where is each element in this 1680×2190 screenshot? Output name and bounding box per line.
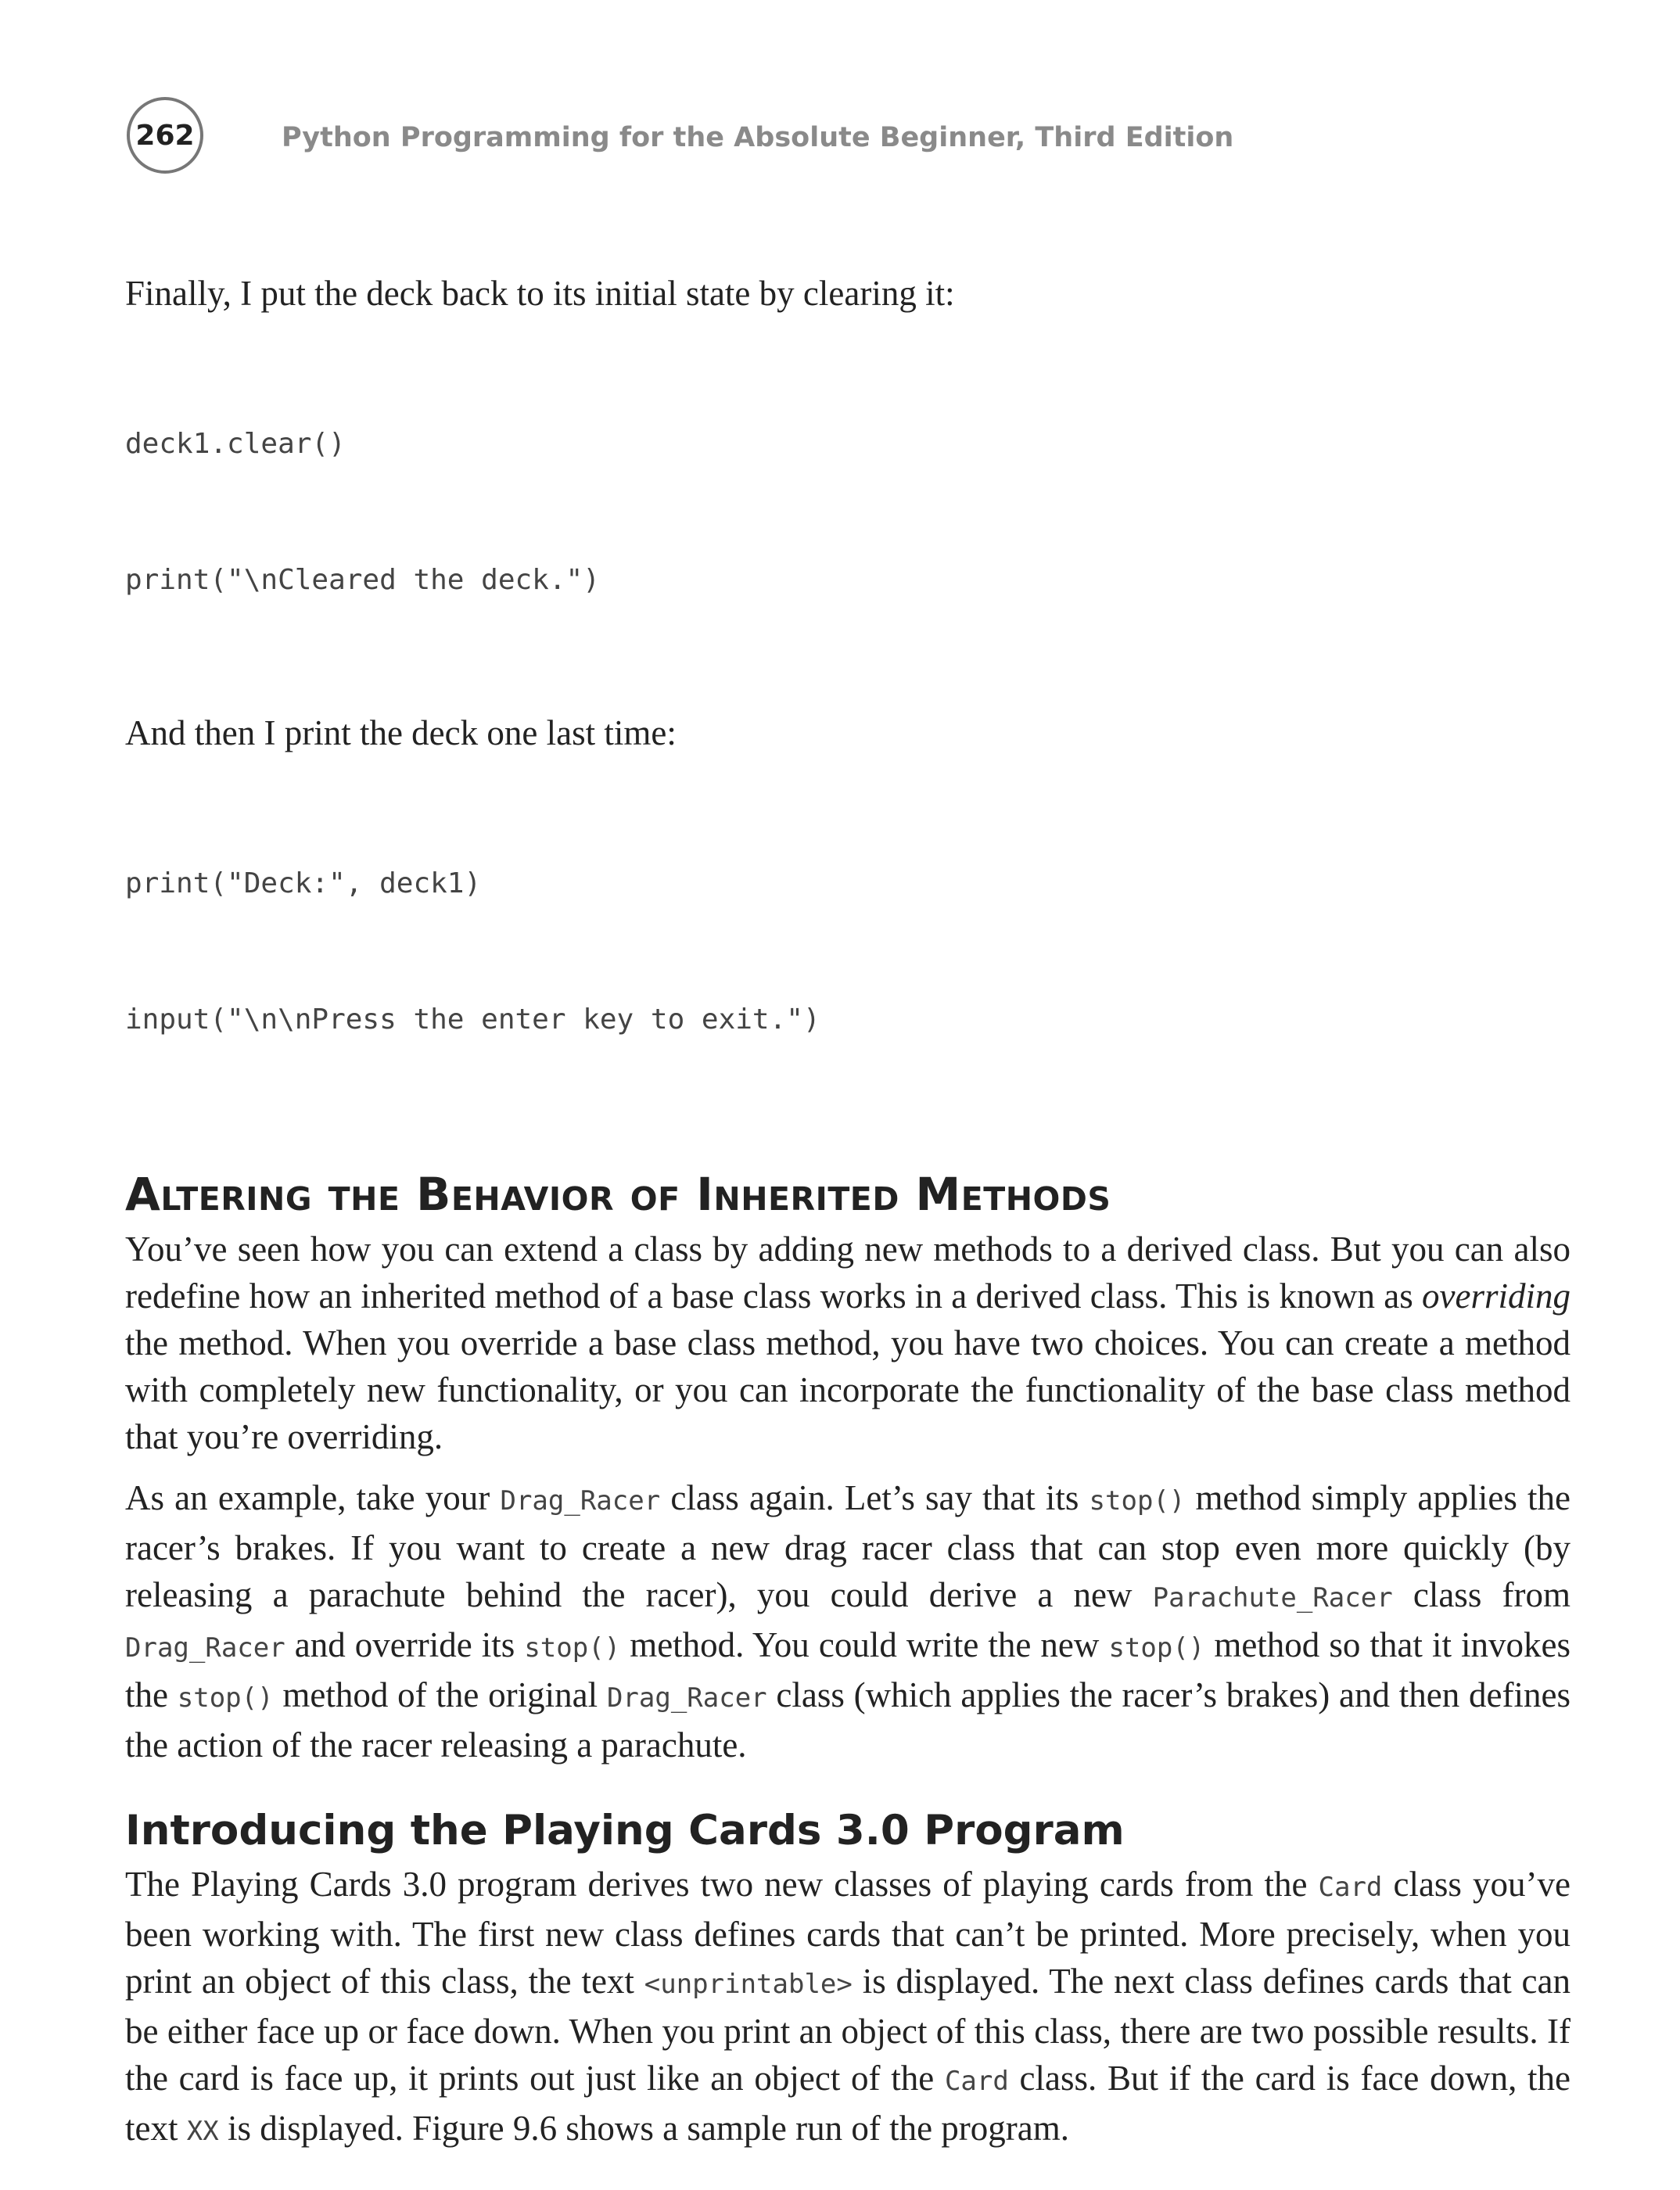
text-run: class. But if the card is face down, the text xyxy=(125,2059,1571,2148)
paragraph: Finally, I put the deck back to its initial state by clearing it: xyxy=(125,274,955,313)
inline-code: Card xyxy=(1318,1872,1383,1903)
code-line: print("\nCleared the deck.") xyxy=(125,564,600,596)
inline-code: stop() xyxy=(524,1632,621,1664)
page-header xyxy=(127,97,1535,178)
text-run: the method. When you override a base class method, you have two choices. You can create a method with completely new functionality, or you can incorporate the functionality of the base class method that you’re overriding. xyxy=(125,1323,1571,1456)
text-run: class again. Let’s say that its xyxy=(660,1478,1089,1517)
text-run: is displayed. Figure 9.6 shows a sample run of the program. xyxy=(218,2109,1070,2148)
text-run: You’ve seen how you can extend a class by adding new methods to a derived class. But you can also redefine how an inherited method of a base class works in a derived class. This is known as xyxy=(125,1230,1571,1316)
text-run: class (which applies the racer’s brakes) and then defines the action of the racer releasing a parachute. xyxy=(125,1675,1571,1765)
paragraph xyxy=(125,1474,1571,1768)
inline-code: Drag_Racer xyxy=(125,1632,285,1664)
code-block xyxy=(125,770,1571,1133)
section-heading: Altering the Behavior of Inherited Methods xyxy=(125,1168,1111,1221)
text-run: As an example, take your xyxy=(125,1478,501,1517)
code-line: input("\n\nPress the enter key to exit.") xyxy=(125,1003,820,1036)
inline-code: XX xyxy=(186,2116,219,2147)
inline-code: Drag_Racer xyxy=(500,1485,661,1517)
code-line: deck1.clear() xyxy=(125,428,346,460)
text-run: method simply applies the racer’s brakes. If you want to create a new drag racer class that can stop even more quickly (by releasing a parachute behind the racer), you could derive a new xyxy=(125,1478,1571,1614)
paragraph xyxy=(125,1861,1571,2155)
running-title: Python Programming for the Absolute Beginner, Third Edition xyxy=(282,122,1234,153)
text-run: and override its xyxy=(285,1625,525,1664)
inline-code: Card xyxy=(944,2066,1009,2097)
inline-code: stop() xyxy=(177,1682,274,1714)
inline-code: <unprintable> xyxy=(644,1969,853,2000)
inline-code: Parachute_Racer xyxy=(1152,1582,1393,1614)
page-content xyxy=(125,270,1571,2169)
paragraph: And then I print the deck one last time: xyxy=(125,713,677,752)
paragraph xyxy=(125,1226,1571,1460)
inline-code: Drag_Racer xyxy=(606,1682,767,1714)
page-number: 262 xyxy=(127,97,203,174)
text-run: method of the original xyxy=(273,1675,607,1714)
text-run: class you’ve been working with. The first new class defines cards that can’t be printed. More precisely, when you print an object of this class, the text xyxy=(125,1865,1571,2001)
subsection-heading: Introducing the Playing Cards 3.0 Program xyxy=(125,1807,1125,1854)
emphasis: overriding xyxy=(1422,1276,1571,1316)
inline-code: stop() xyxy=(1089,1485,1186,1517)
code-line: print("Deck:", deck1) xyxy=(125,867,482,899)
text-run: method so that it invokes the xyxy=(125,1625,1571,1714)
text-run: is displayed. The next class defines cards that can be either face up or face down. When you print an object of this class, there are two possible results. If the card is face up, it prints out just like an object of the xyxy=(125,1962,1571,2098)
text-run: class from xyxy=(1392,1575,1571,1614)
text-run: The Playing Cards 3.0 program derives two new classes of playing cards from the xyxy=(125,1865,1319,1904)
text-run: method. You could write the new xyxy=(620,1625,1109,1664)
inline-code: stop() xyxy=(1108,1632,1205,1664)
code-block xyxy=(125,331,1571,694)
